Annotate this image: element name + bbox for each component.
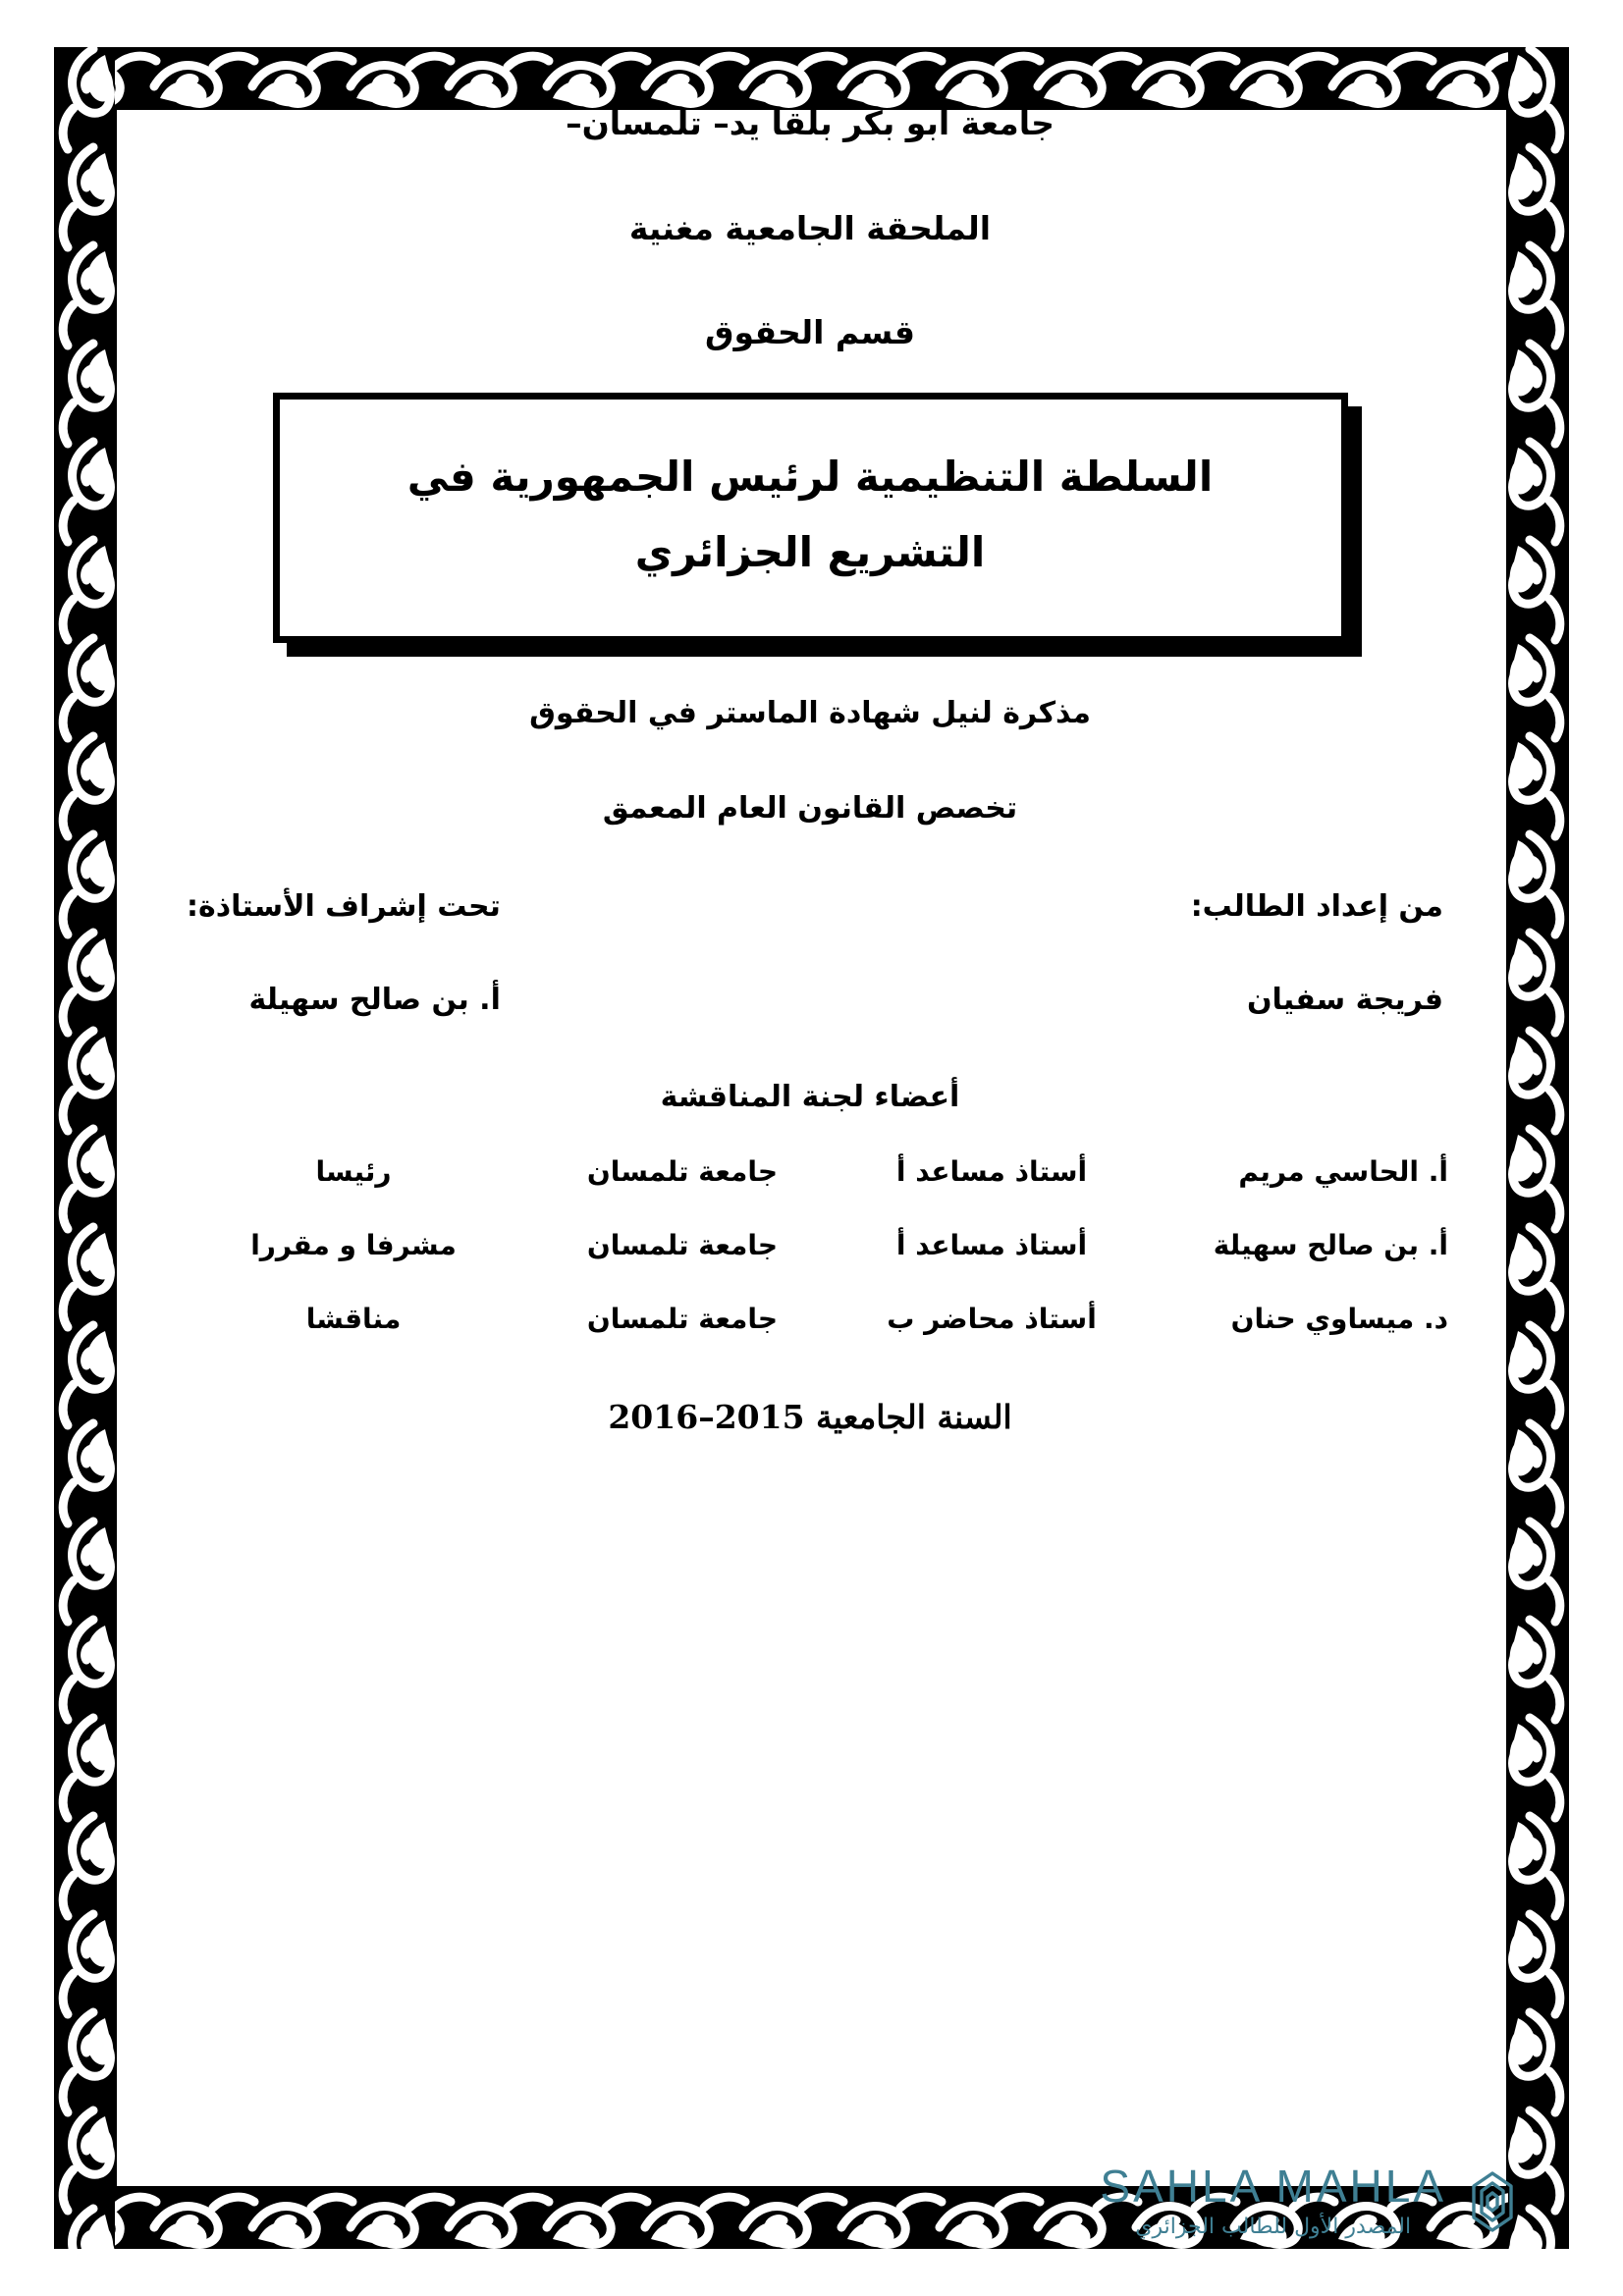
jury-member-rank: أستاذ مساعد أ xyxy=(895,1229,1088,1262)
jury-members-list xyxy=(147,1155,1473,1335)
jury-member-rank: أستاذ محاضر ب xyxy=(887,1303,1097,1336)
supervisor-heading: تحت إشراف الأستاذة: xyxy=(187,889,501,925)
academic-year: السنة الجامعية 2015–2016 xyxy=(608,1398,1012,1437)
supervisor-name: أ. بن صالح سهيلة xyxy=(248,983,501,1018)
supervisor-block xyxy=(187,889,501,1017)
jury-member-role: رئيسا xyxy=(315,1155,392,1189)
thesis-title-line-1: السلطة التنظيمية لرئيس الجمهورية في xyxy=(406,452,1214,501)
university-annex: الملحقة الجامعية مغنية xyxy=(628,208,992,247)
thesis-title-box xyxy=(273,393,1348,643)
thesis-title-line-2: التشريع الجزائري xyxy=(634,528,986,577)
jury-heading: أعضاء لجنة المناقشة xyxy=(660,1080,960,1115)
jury-member-name: أ. بن صالح سهيلة xyxy=(1213,1229,1448,1262)
degree-statement: مذكرة لنيل شهادة الماستر في الحقوق xyxy=(529,696,1091,731)
jury-member-organization: جامعة تلمسان xyxy=(586,1229,779,1262)
authorship-row xyxy=(147,889,1473,1017)
jury-member-row xyxy=(147,1303,1473,1335)
jury-member-name: أ. الحاسي مريم xyxy=(1238,1155,1448,1189)
student-name: فريجة سفيان xyxy=(1246,983,1443,1018)
university-name: جامعة أبو بكر بلقا يد– تلمسان– xyxy=(566,104,1055,142)
department-name: قسم الحقوق xyxy=(705,313,915,352)
frame-border-right-icon xyxy=(1508,47,1569,2249)
frame-border-left-icon xyxy=(54,47,115,2249)
jury-member-rank: أستاذ مساعد أ xyxy=(895,1155,1088,1189)
document-content xyxy=(147,94,1473,1436)
student-heading: من إعداد الطالب: xyxy=(1190,889,1443,925)
jury-member-row xyxy=(147,1229,1473,1261)
jury-member-row xyxy=(147,1155,1473,1188)
watermark-brand: SAHLA MAHLA xyxy=(1100,2161,1446,2212)
watermark-tagline: المصدر الأول للطالب الجزائري xyxy=(1135,2215,1412,2239)
jury-member-name: د. ميساوي حنان xyxy=(1230,1303,1448,1336)
frame-border-bottom-icon xyxy=(54,2188,1569,2249)
jury-member-role: مناقشا xyxy=(305,1303,402,1336)
jury-member-organization: جامعة تلمسان xyxy=(586,1303,779,1336)
specialization: تخصص القانون العام المعمق xyxy=(602,790,1018,826)
jury-member-organization: جامعة تلمسان xyxy=(586,1155,779,1189)
jury-member-role: مشرفا و مقررا xyxy=(250,1229,457,1262)
student-block xyxy=(1191,889,1443,1017)
